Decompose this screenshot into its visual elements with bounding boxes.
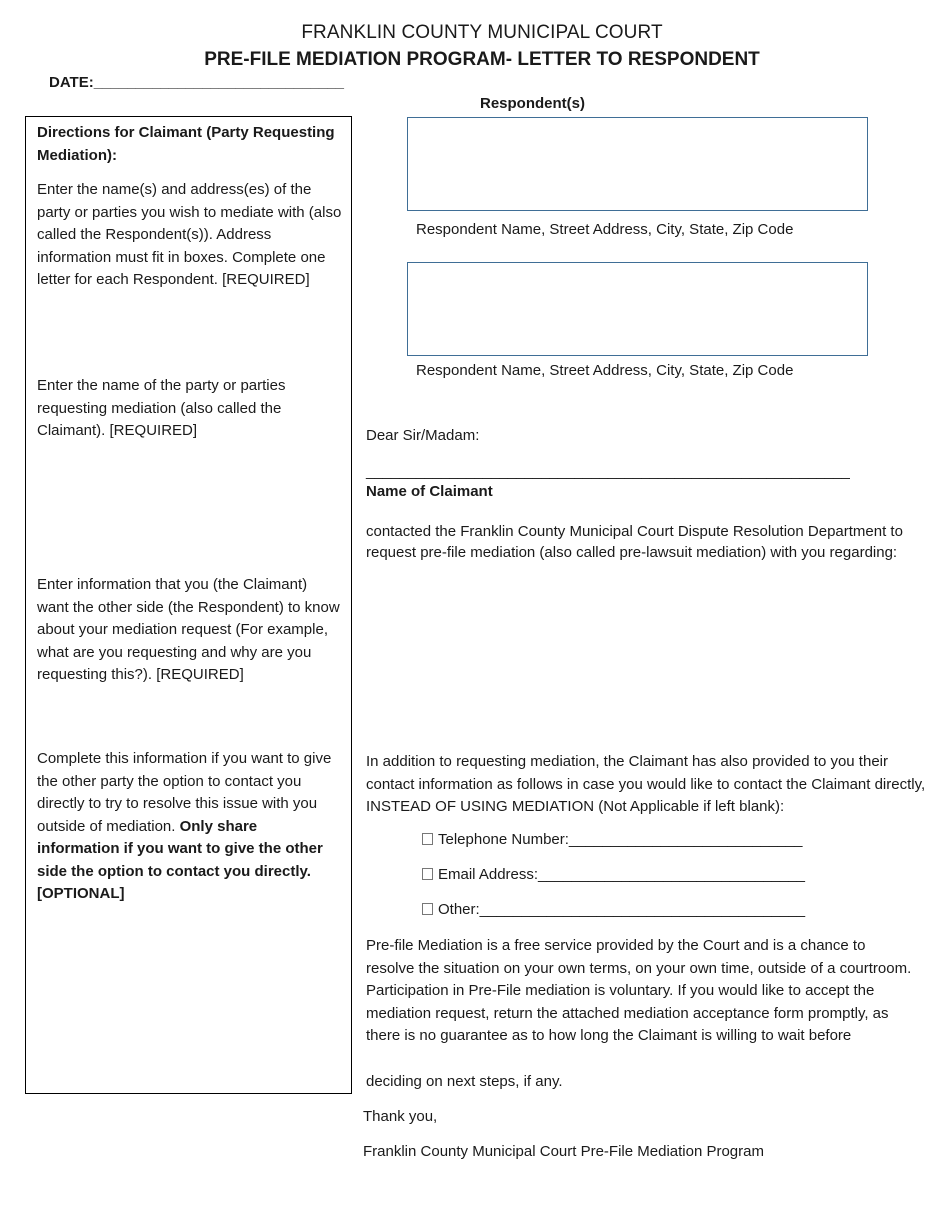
telephone-label[interactable]: Telephone Number:____________________________ [438, 831, 803, 848]
respondent-caption-2: Respondent Name, Street Address, City, State, Zip Code [416, 362, 794, 379]
telephone-checkbox[interactable] [422, 833, 433, 845]
claimant-name-label: Name of Claimant [366, 483, 493, 500]
other-label[interactable]: Other:_______________________________________ [438, 901, 806, 918]
respondent-address-box-2[interactable] [407, 262, 868, 356]
claimant-name-line[interactable]: __________________________________________________________ [366, 463, 850, 480]
telephone-row [422, 831, 803, 848]
directions-contact-info-text: Complete this information if you want to give the other party the option to contact you directly to try to resolve this issue with you outside of mediation. [37, 750, 332, 835]
directions-claimant-info: Enter the name of the party or parties requesting mediation (also called the Claimant). [REQUIRED] [37, 377, 286, 439]
other-checkbox[interactable] [422, 903, 433, 915]
form-title: PRE-FILE MEDIATION PROGRAM- LETTER TO RESPONDENT [204, 49, 760, 70]
directions-respondent-info: Enter the name(s) and address(es) of the party or parties you wish to mediate with (also called the Respondent(s)). Address information must fit in boxes. Complete one letter for each Respondent. [REQUIRED] [37, 181, 342, 288]
email-label[interactable]: Email Address:________________________________ [438, 866, 805, 883]
email-checkbox[interactable] [422, 868, 433, 880]
prefile-description-end: deciding on next steps, if any. [366, 1073, 563, 1090]
directions-request-info: Enter information that you (the Claimant) want the other side (the Respondent) to know about your mediation request (For example, what are you requesting and why are you requesting this?). [REQUIRED] [37, 576, 340, 683]
court-name: FRANKLIN COUNTY MUNICIPAL COURT [301, 22, 663, 43]
contact-info-intro: In addition to requesting mediation, the Claimant has also provided to you their contact information as follows in case you would like to contact the Claimant directly, INSTEAD OF USING MEDIATION (Not Applicable if left blank): [366, 753, 926, 815]
email-row [422, 866, 805, 883]
directions-contact-info [37, 748, 342, 906]
closing: Thank you, [363, 1108, 438, 1125]
date-field[interactable]: DATE:______________________________ [49, 74, 344, 91]
signature: Franklin County Municipal Court Pre-File Mediation Program [363, 1143, 764, 1160]
directions-contact-info-emphasis: Only share information if you want to give the other side the option to contact you directly. [OPTIONAL] [37, 817, 323, 902]
contacted-text: contacted the Franklin County Municipal Court Dispute Resolution Department to request pre-file mediation (also called pre-lawsuit mediation) with you regarding: [366, 523, 903, 561]
other-row [422, 901, 805, 918]
respondent-address-box-1[interactable] [407, 117, 868, 211]
respondent-caption-1: Respondent Name, Street Address, City, State, Zip Code [416, 221, 794, 238]
respondents-heading: Respondent(s) [480, 95, 585, 112]
salutation: Dear Sir/Madam: [366, 427, 480, 444]
directions-title: Directions for Claimant (Party Requesting Mediation): [37, 124, 335, 164]
prefile-description: Pre-file Mediation is a free service provided by the Court and is a chance to resolve the situation on your own terms, on your own time, outside of a courtroom. Participation in Pre-File mediation is voluntary. If you would like to accept the mediation request, return the attached mediation acceptance form promptly, as there is no guarantee as to how long the Claimant is willing to wait before [366, 937, 912, 1044]
